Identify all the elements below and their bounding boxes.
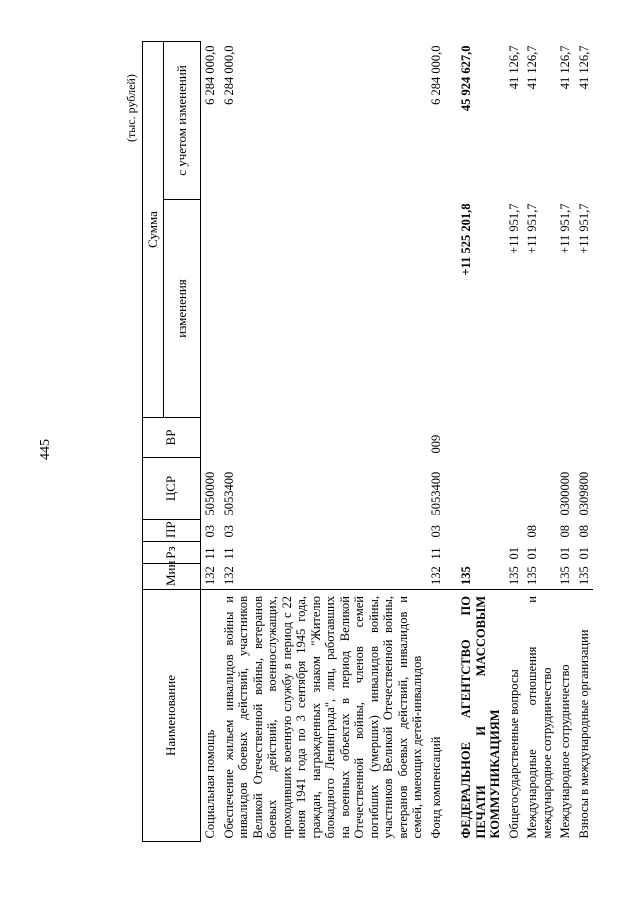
budget-table xyxy=(142,41,593,842)
row-pr: 03 xyxy=(221,525,236,538)
page-number: 445 xyxy=(38,439,53,460)
row-min: 135 xyxy=(525,566,539,585)
table-row xyxy=(575,42,594,842)
row-min: 132 xyxy=(428,566,443,585)
row-csr: 0300000 xyxy=(558,471,572,516)
table-row xyxy=(201,42,220,842)
row-pr xyxy=(505,520,524,542)
header-name: Наименование xyxy=(143,590,201,842)
units-note: (тыс. рублей) xyxy=(124,74,138,142)
row-min: 135 xyxy=(558,566,572,585)
row-min: 132 xyxy=(203,566,217,585)
row-total: 41 126,7 xyxy=(576,45,591,90)
row-change: +11 951,7 xyxy=(576,203,591,254)
header-sum: Сумма xyxy=(143,42,164,418)
row-vr xyxy=(505,418,524,458)
row-total: 45 924 627,0 xyxy=(459,45,473,112)
row-total: 41 126,7 xyxy=(558,45,572,90)
row-name: Взносы в международные организации xyxy=(575,590,594,842)
row-name: Фонд компенсаций xyxy=(427,590,446,842)
row-rz: 11 xyxy=(428,547,443,560)
row-total: 6 284 000,0 xyxy=(221,45,236,105)
row-change: +11 525 201,8 xyxy=(459,203,473,276)
table-row xyxy=(220,42,427,842)
row-change xyxy=(201,200,220,418)
header-vr: ВР xyxy=(143,418,201,458)
table-row xyxy=(445,42,505,842)
row-vr xyxy=(220,418,427,458)
row-name: Общегосударственные вопросы xyxy=(505,590,524,842)
row-vr xyxy=(575,418,594,458)
row-change xyxy=(427,200,446,418)
row-rz: 01 xyxy=(525,547,539,560)
row-name: ФЕДЕРАЛЬНОЕ АГЕНТСТВО ПО ПЕЧАТИ И МАССОВЫМ КОММУНИКАЦИЯМ xyxy=(445,590,505,842)
row-rz xyxy=(445,542,505,564)
row-min: 135 xyxy=(576,566,591,585)
table-row xyxy=(523,42,556,842)
row-vr xyxy=(445,418,505,458)
row-csr xyxy=(523,458,556,520)
row-rz: 01 xyxy=(558,547,572,560)
row-pr xyxy=(445,520,505,542)
row-pr: 08 xyxy=(576,525,591,538)
row-change xyxy=(220,200,427,418)
header-total: с учетом изменений xyxy=(164,42,201,200)
row-pr: 03 xyxy=(203,525,217,538)
header-rz: Рз xyxy=(143,542,201,564)
row-pr: 08 xyxy=(525,525,539,538)
row-name: Обеспечение жильем инвалидов войны и инвалидов боевых действий, участников Великой Отечественной войны, ветеранов боевых действий, военнослужащих, проходивших военную службу в период с 22 июня 1941 года по 3 сентября 1945 года, граждан, награжденных знаком "Жителю блокадного Ленинграда", лиц, работавших на военных объектах в период Великой Отечественной войны, членов семей погибших (умерших) инвалидов войны, участников Великой Отечественной войны, ветеранов боевых действий, инвалидов и семей, имеющих детей-инвалидов xyxy=(220,590,427,842)
header-csr: ЦСР xyxy=(143,458,201,520)
row-change: +11 951,7 xyxy=(506,203,521,254)
row-pr: 08 xyxy=(558,525,572,538)
header-change: изменения xyxy=(164,200,201,418)
row-change: +11 951,7 xyxy=(558,203,572,254)
row-total: 6 284 000,0 xyxy=(428,45,443,105)
row-total: 41 126,7 xyxy=(506,45,521,90)
row-rz: 11 xyxy=(221,547,236,560)
row-vr xyxy=(556,418,575,458)
row-csr: 0309800 xyxy=(576,471,591,516)
row-csr: 5053400 xyxy=(221,471,236,516)
row-total: 6 284 000,0 xyxy=(203,45,217,105)
table-row xyxy=(556,42,575,842)
row-rz: 01 xyxy=(506,547,521,560)
table-row xyxy=(505,42,524,842)
row-rz: 11 xyxy=(203,547,217,560)
row-csr: 5050000 xyxy=(203,471,217,516)
row-csr: 5053400 xyxy=(428,471,443,516)
row-csr xyxy=(505,458,524,520)
row-name: Социальная помощь xyxy=(201,590,220,842)
row-vr xyxy=(201,418,220,458)
row-min: 132 xyxy=(221,566,236,585)
row-csr xyxy=(445,458,505,520)
row-name: Международные отношения и международное сотрудничество xyxy=(523,590,556,842)
row-total: 41 126,7 xyxy=(525,45,539,90)
row-rz: 01 xyxy=(576,547,591,560)
row-pr: 03 xyxy=(428,525,443,538)
header-pr: ПР xyxy=(143,520,201,542)
table-row xyxy=(427,42,446,842)
row-vr: 009 xyxy=(428,434,443,454)
row-change: +11 951,7 xyxy=(525,203,539,254)
row-vr xyxy=(523,418,556,458)
row-min: 135 xyxy=(506,566,521,585)
table-body xyxy=(201,42,594,842)
row-name: Международное сотрудничество xyxy=(556,590,575,842)
header-min: Мин xyxy=(143,564,201,590)
row-min: 135 xyxy=(459,566,473,585)
